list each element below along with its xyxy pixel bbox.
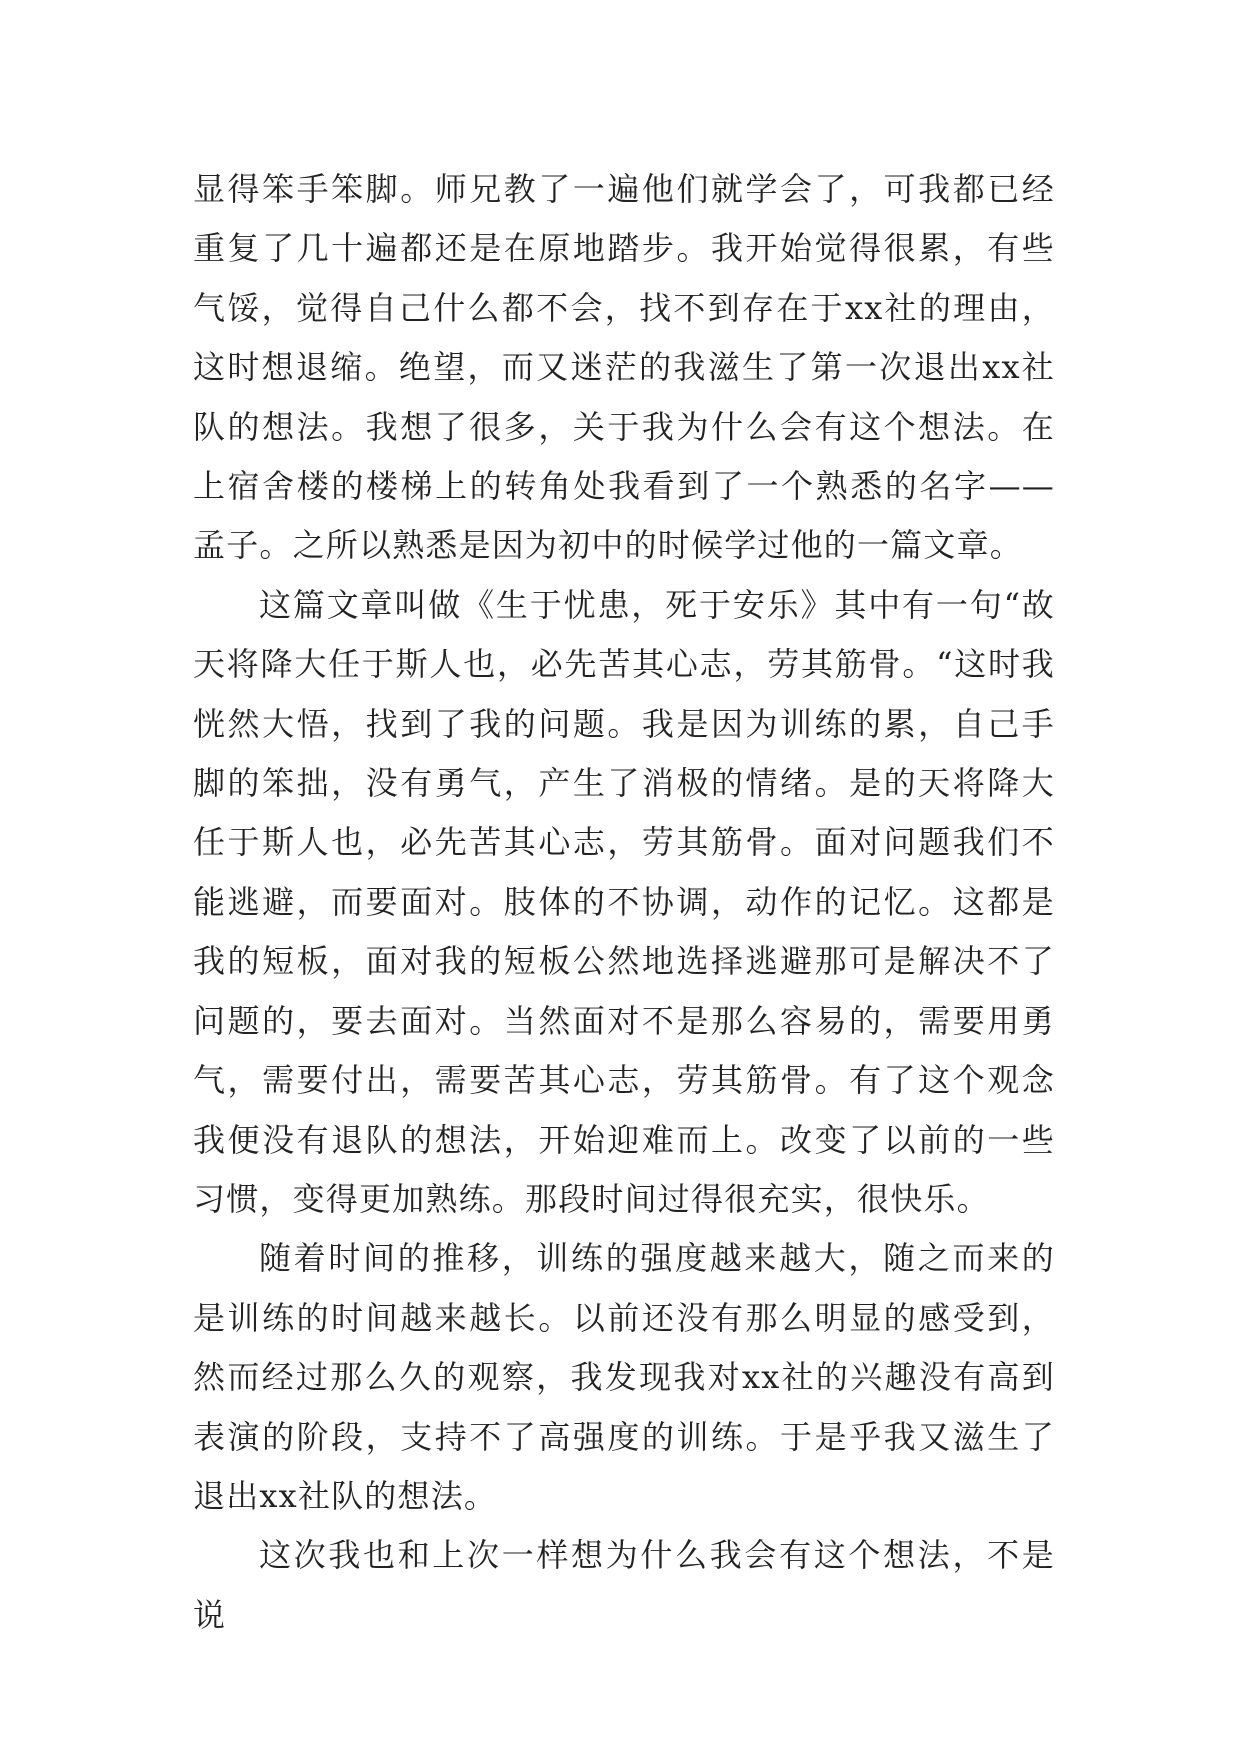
paragraph-3: 随着时间的推移，训练的强度越来越大，随之而来的是训练的时间越来越长。以前还没有那么明显的感受到，然而经过那么久的观察，我发现我对xx社的兴趣没有高到表演的阶段，支持不了高强度的训练。于是乎我又滋生了退出xx社队的想法。 — [193, 1239, 1055, 1515]
body-text — [193, 160, 1055, 1645]
paragraph-2: 这篇文章叫做《生于忧患，死于安乐》其中有一句“故天将降大任于斯人也，必先苦其心志，劳其筋骨。“这时我恍然大悟，找到了我的问题。我是因为训练的累，自己手脚的笨拙，没有勇气，产生了消极的情绪。是的天将降大任于斯人也，必先苦其心志，劳其筋骨。面对问题我们不能逃避，而要面对。肢体的不协调，动作的记忆。这都是我的短板，面对我的短板公然地选择逃避那可是解决不了问题的，要去面对。当然面对不是那么容易的，需要用勇气，需要付出，需要苦其心志，劳其筋骨。有了这个观念我便没有退队的想法，开始迎难而上。改变了以前的一些习惯，变得更加熟练。那段时间过得很充实，很快乐。 — [193, 585, 1055, 1218]
paragraph-4: 这次我也和上次一样想为什么我会有这个想法，不是说 — [193, 1536, 1055, 1634]
paragraph-1: 显得笨手笨脚。师兄教了一遍他们就学会了，可我都已经重复了几十遍都还是在原地踏步。我开始觉得很累，有些气馁，觉得自己什么都不会，找不到存在于xx社的理由，这时想退缩。绝望，而又迷茫的我滋生了第一次退出xx社队的想法。我想了很多，关于我为什么会有这个想法。在上宿舍楼的楼梯上的转角处我看到了一个熟悉的名字——孟子。之所以熟悉是因为初中的时候学过他的一篇文章。 — [193, 170, 1055, 565]
